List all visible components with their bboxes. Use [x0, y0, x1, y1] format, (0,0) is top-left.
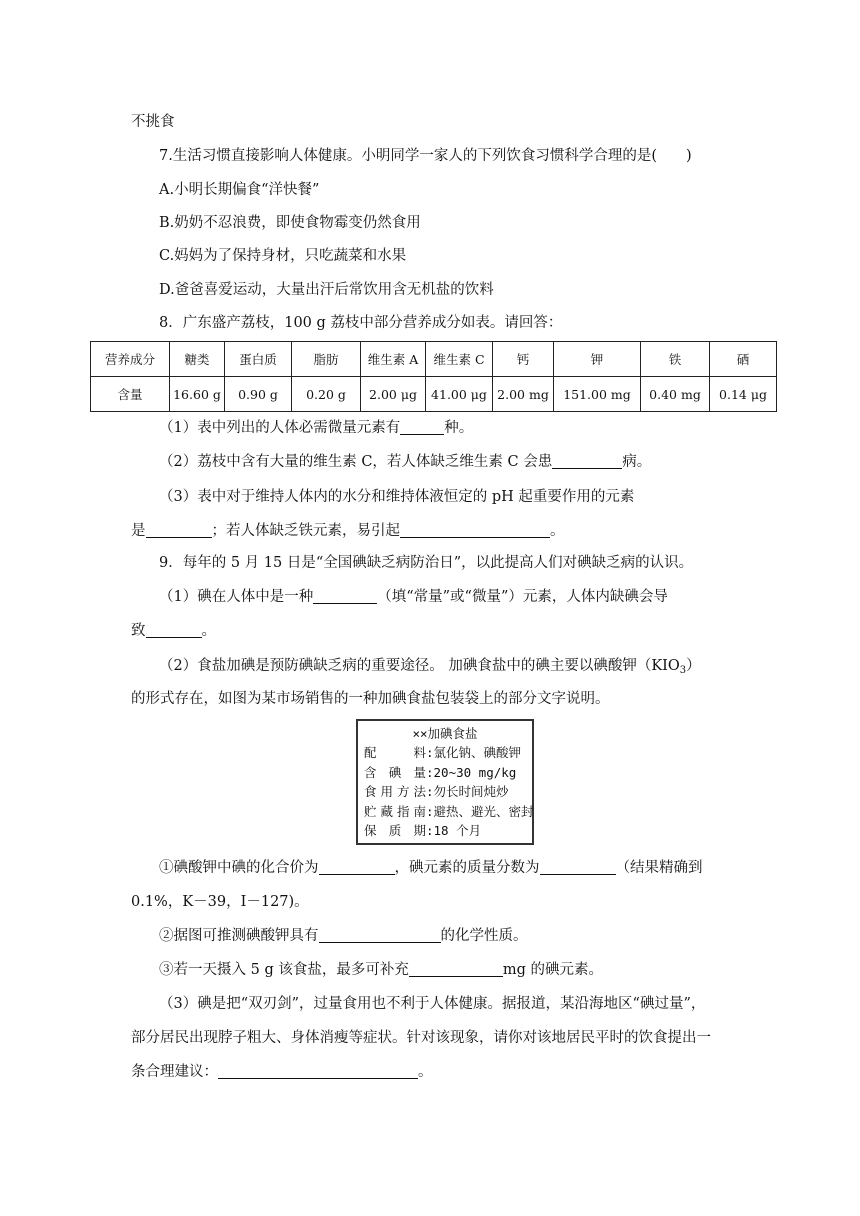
text: ②据图可推测碘酸钾具有 — [159, 928, 319, 944]
table-cell: 41.00 μg — [426, 377, 493, 412]
text: （1）碘在人体中是一种 — [159, 589, 314, 605]
answer-blank[interactable] — [146, 523, 212, 538]
salt-label-key: 配料 — [364, 745, 426, 760]
table-cell: 营养成分 — [91, 342, 170, 377]
question-8: 8．广东盛产荔枝，100 g 荔枝中部分营养成分如表。请回答： — [159, 315, 563, 331]
answer-blank[interactable] — [552, 454, 622, 469]
text: 。 — [550, 523, 565, 539]
table-cell: 0.40 mg — [641, 377, 710, 412]
table-cell: 脂肪 — [292, 342, 361, 377]
answer-blank[interactable] — [218, 1064, 418, 1079]
text: 条合理建议： — [131, 1064, 218, 1080]
table-cell: 0.20 g — [292, 377, 361, 412]
salt-label-row: 食用方法:勿长时间炖炒 — [358, 782, 532, 802]
question-7: 7.生活习惯直接影响人体健康。小明同学一家人的下列饮食习惯科学合理的是( ) — [159, 148, 692, 164]
table-cell: 2.00 mg — [493, 377, 554, 412]
table-cell: 糖类 — [170, 342, 225, 377]
subscript: 3 — [679, 665, 687, 676]
salt-label-key: 贮藏指南 — [364, 803, 426, 819]
question-8-2 — [159, 452, 651, 472]
text: 种。 — [444, 420, 474, 436]
option-7c: C.妈妈为了保持身材，只吃蔬菜和水果 — [159, 248, 407, 264]
text: 。 — [418, 1064, 433, 1080]
table-cell: 维生素 A — [361, 342, 426, 377]
question-9: 9．每年的 5 月 15 日是“全国碘缺乏病防治日”，以此提高人们对碘缺乏病的认识。 — [159, 555, 694, 571]
salt-label-key: 食用方法 — [364, 784, 426, 799]
question-9-1-cont — [131, 621, 216, 641]
text: 。 — [201, 623, 216, 639]
text: ；若人体缺乏铁元素，易引起 — [211, 523, 400, 539]
table-cell: 硒 — [710, 342, 777, 377]
text: （2）食盐加碘是预防碘缺乏病的重要途径。 加碘食盐中的碘主要以碘酸钾（KIO — [159, 658, 680, 674]
table-header-row — [91, 342, 777, 377]
table-cell: 16.60 g — [170, 377, 225, 412]
salt-label-key: 含碘量 — [364, 764, 426, 780]
text: ①碘酸钾中碘的化合价为 — [159, 860, 319, 876]
question-8-1 — [159, 418, 473, 438]
question-9-2-cont: 的形式存在，如图为某市场销售的一种加碘食盐包装袋上的部分文字说明。 — [131, 691, 610, 707]
question-9-3-cont2 — [131, 1062, 433, 1082]
table-cell: 0.90 g — [225, 377, 292, 412]
answer-blank[interactable] — [400, 420, 444, 435]
table-cell: 钾 — [554, 342, 641, 377]
option-7d: D.爸爸喜爱运动，大量出汗后常饮用含无机盐的饮料 — [159, 282, 494, 298]
salt-label-title: ××加碘食盐 — [412, 726, 478, 741]
answer-blank[interactable] — [146, 623, 202, 638]
text: （填“常量”或“微量”）元素，人体内缺碘会导 — [377, 589, 668, 605]
salt-label-value: 18 个月 — [433, 823, 482, 838]
table-cell: 2.00 μg — [361, 377, 426, 412]
question-9-3-cont: 部分居民出现脖子粗大、身体消瘦等症状。针对该现象，请你对该地居民平时的饮食提出一 — [131, 1030, 711, 1046]
table-cell: 151.00 mg — [554, 377, 641, 412]
option-7b: B.奶奶不忍浪费，即使食物霉变仍然食用 — [159, 215, 421, 231]
question-9-2-1 — [159, 858, 703, 878]
answer-blank[interactable] — [313, 589, 377, 604]
text-line: 不挑食 — [131, 114, 175, 130]
salt-label-value: 20~30 mg/kg — [433, 764, 517, 780]
text: ，碘元素的质量分数为 — [394, 860, 540, 876]
question-9-2-3 — [159, 960, 603, 980]
text: 致 — [131, 623, 146, 639]
table-cell: 0.14 μg — [710, 377, 777, 412]
text: 病。 — [622, 454, 652, 470]
answer-blank[interactable] — [319, 860, 395, 875]
table-row — [91, 377, 777, 412]
table-cell: 蛋白质 — [225, 342, 292, 377]
question-9-2-2 — [159, 926, 528, 946]
text: 是 — [131, 523, 146, 539]
answer-blank[interactable] — [540, 860, 616, 875]
text: （1）表中列出的人体必需微量元素有 — [159, 420, 401, 436]
table-cell: 钙 — [493, 342, 554, 377]
question-8-3: （3）表中对于维持人体内的水分和维持体液恒定的 pH 起重要作用的元素 — [159, 489, 635, 505]
question-9-2-1-cont: 0.1%，K－39，I－127)。 — [131, 894, 309, 910]
table-cell: 维生素 C — [426, 342, 493, 377]
salt-label-row: 含碘量:20~30 mg/kg — [358, 763, 532, 783]
question-9-3: （3）碘是把“双刃剑”，过量食用也不利于人体健康。据报道，某沿海地区“碘过量”， — [159, 996, 706, 1012]
text: ③若一天摄入 5 g 该食盐，最多可补充 — [159, 962, 409, 978]
text: 的化学性质。 — [440, 928, 528, 944]
salt-label-value: 氯化钠、碘酸钾 — [433, 745, 522, 760]
salt-label-value: 勿长时间炖炒 — [433, 784, 509, 799]
question-9-1 — [159, 587, 668, 607]
salt-label-row: 配料:氯化钠、碘酸钾 — [358, 743, 532, 763]
table-cell: 含量 — [91, 377, 170, 412]
salt-label-value: 避热、避光、密封 — [433, 803, 534, 819]
answer-blank[interactable] — [400, 523, 550, 538]
text: （2）荔枝中含有大量的维生素 C，若人体缺乏维生素 C 会患 — [159, 454, 553, 470]
iodized-salt-label — [356, 719, 534, 845]
table-cell: 铁 — [641, 342, 710, 377]
salt-label-row: 贮藏指南:避热、避光、密封 — [358, 802, 532, 822]
question-8-3-cont — [131, 521, 565, 541]
answer-blank[interactable] — [409, 962, 503, 977]
option-7a: A.小明长期偏食“洋快餐” — [159, 182, 320, 198]
question-9-2 — [159, 656, 701, 681]
salt-label-row: 保质期:18 个月 — [358, 821, 532, 841]
answer-blank[interactable] — [319, 928, 441, 943]
text: （结果精确到 — [615, 860, 703, 876]
nutrition-table — [90, 341, 777, 412]
text: mg 的碘元素。 — [502, 962, 603, 978]
salt-label-key: 保质期 — [364, 823, 426, 838]
text: ） — [686, 658, 701, 674]
